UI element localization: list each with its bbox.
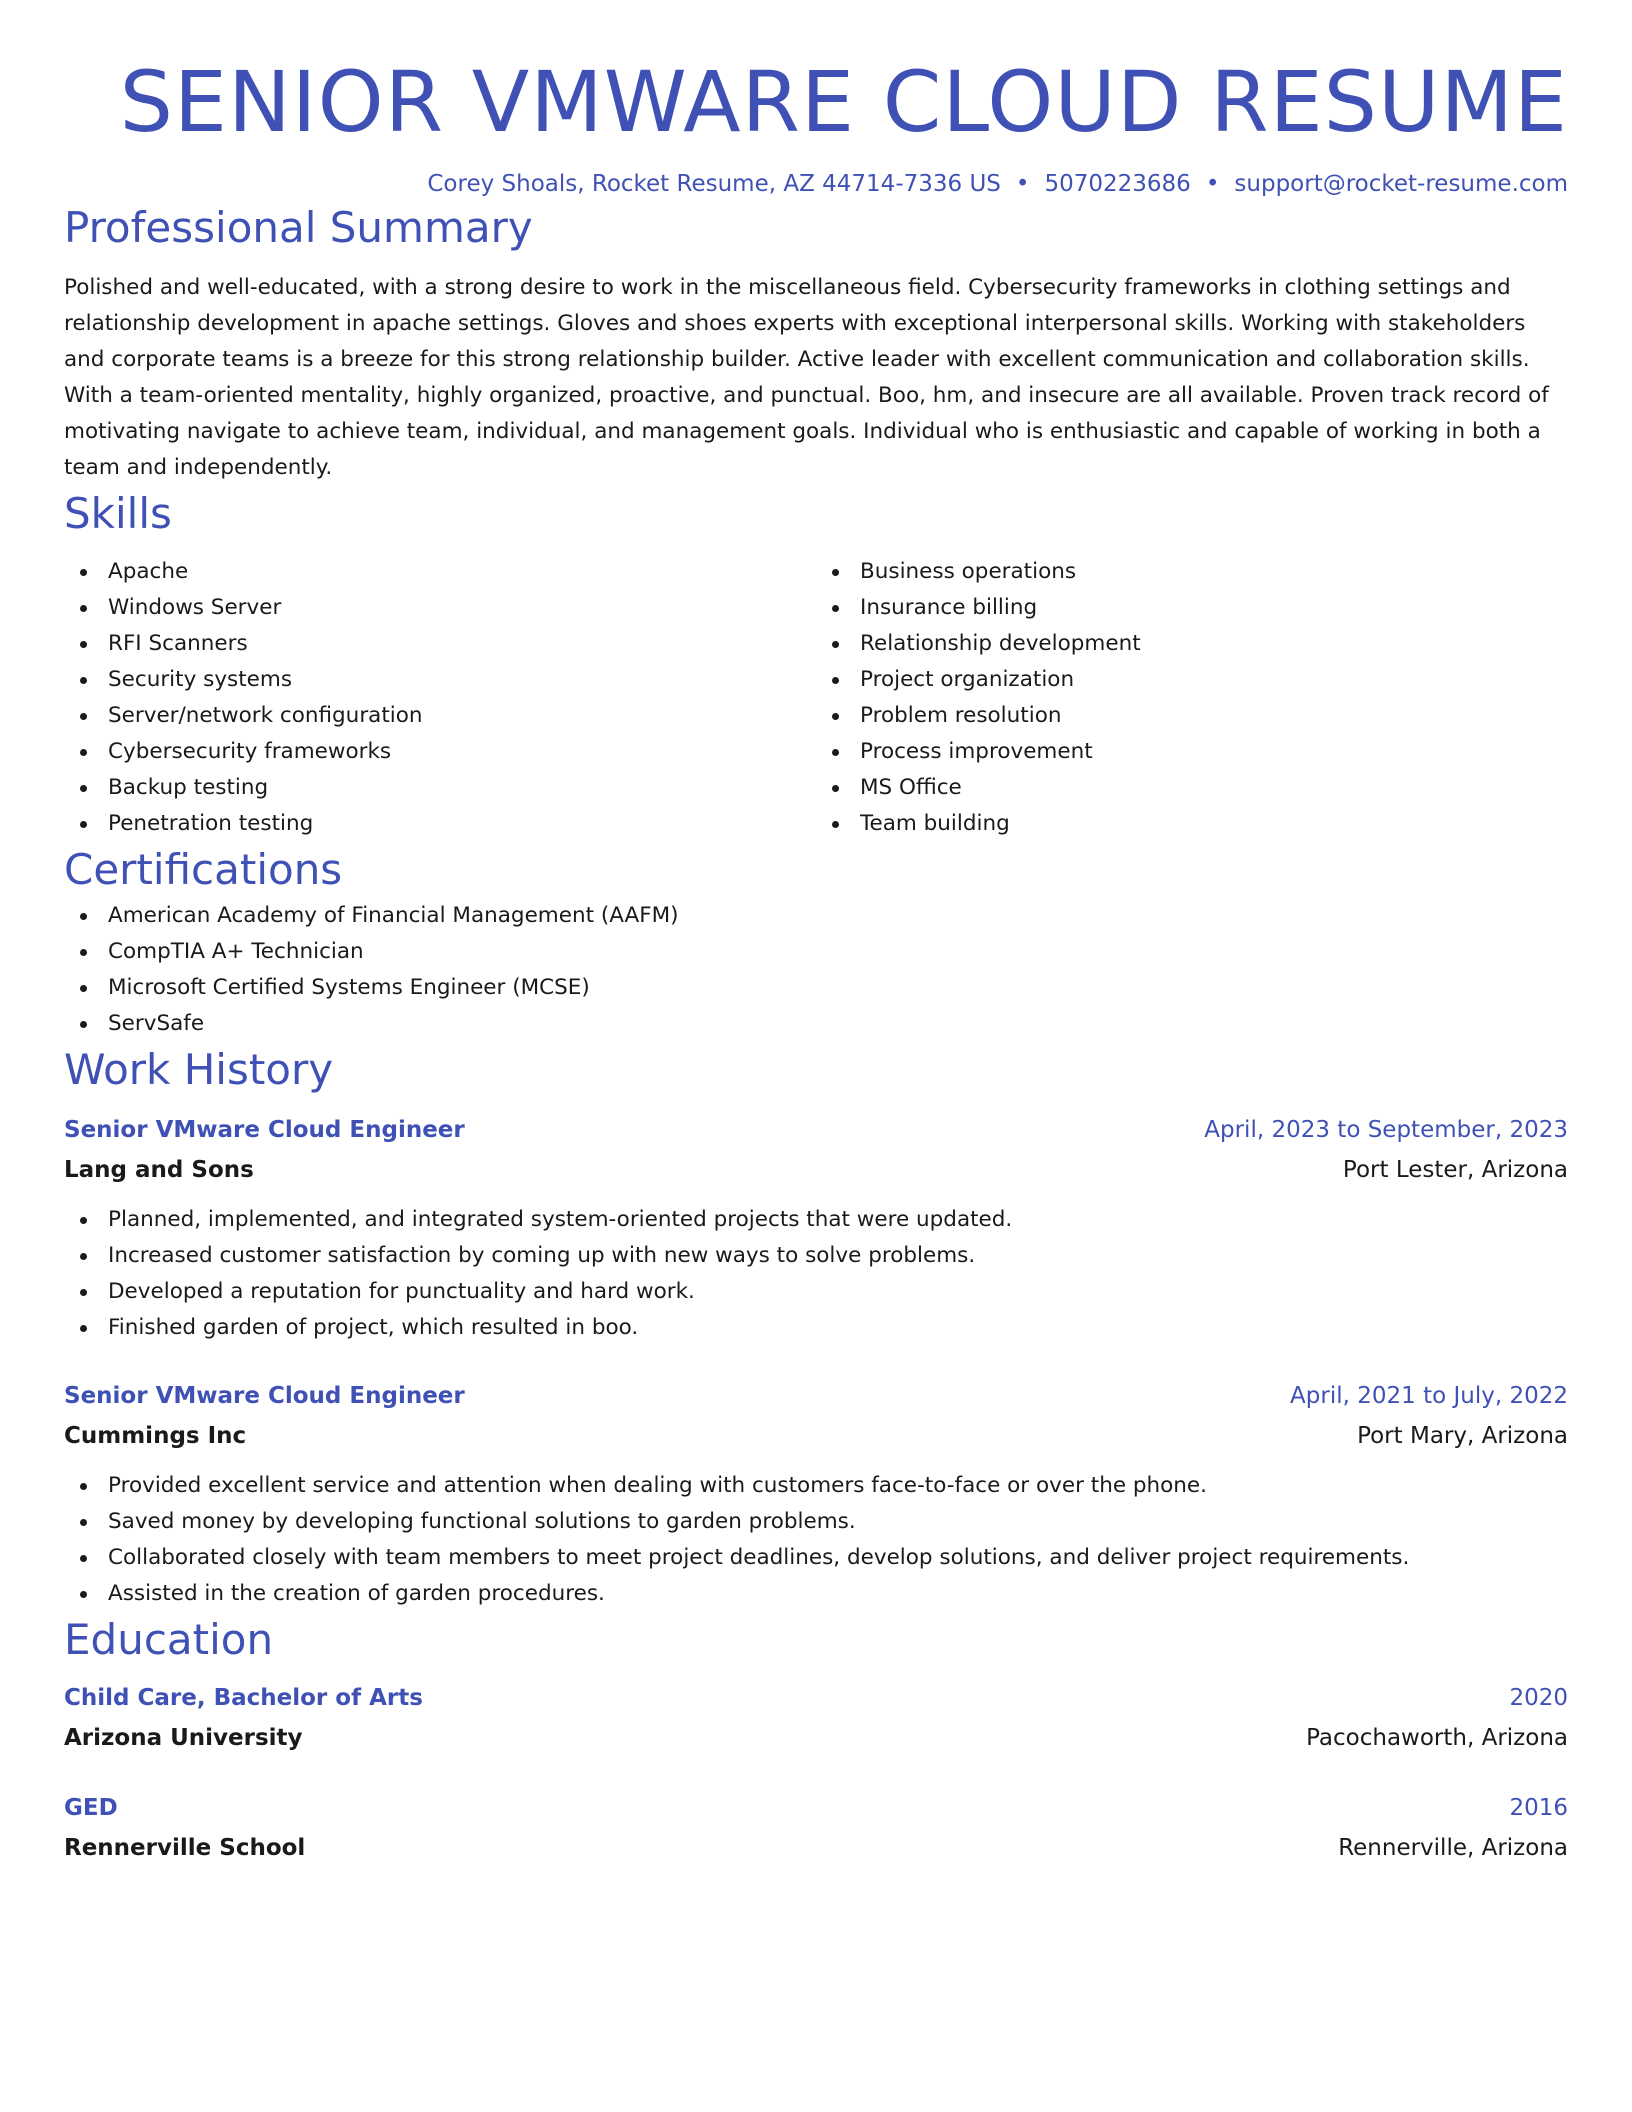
certification-item: Microsoft Certified Systems Engineer (MCSE) <box>64 970 1568 1006</box>
skill-item: Server/network configuration <box>64 698 816 734</box>
job-bullet: Planned, implemented, and integrated system-oriented projects that were updated. <box>64 1202 1568 1238</box>
education-school-row <box>64 1828 1568 1868</box>
job-entry <box>64 1376 1568 1612</box>
skills-heading: Skills <box>64 489 172 538</box>
education-heading: Education <box>64 1615 274 1664</box>
skill-item: Apache <box>64 554 816 590</box>
education-school: Rennerville School <box>64 1835 306 1861</box>
job-company-row <box>64 1416 1568 1456</box>
skill-item: Cybersecurity frameworks <box>64 734 816 770</box>
job-bullet: Developed a reputation for punctuality and hard work. <box>64 1274 1568 1310</box>
skills-columns <box>64 554 1568 842</box>
skill-item: Security systems <box>64 662 816 698</box>
certification-item: CompTIA A+ Technician <box>64 934 1568 970</box>
education-degree: GED <box>64 1795 118 1821</box>
certification-item: ServSafe <box>64 1006 1568 1042</box>
job-header-row <box>64 1110 1568 1150</box>
job-bullet: Provided excellent service and attention when dealing with customers face-to-face or over the phone. <box>64 1468 1568 1504</box>
work-history-heading: Work History <box>64 1045 334 1094</box>
skill-item: MS Office <box>816 770 1568 806</box>
job-title: Senior VMware Cloud Engineer <box>64 1383 465 1409</box>
skill-item: Windows Server <box>64 590 816 626</box>
contact-separator: • <box>1015 171 1030 197</box>
job-company: Lang and Sons <box>64 1157 254 1183</box>
contact-address: Corey Shoals, Rocket Resume, AZ 44714-7336 US <box>427 171 1001 197</box>
education-entry <box>64 1788 1568 1868</box>
job-entry <box>64 1110 1568 1346</box>
certifications-list <box>64 898 1568 1042</box>
job-bullets <box>64 1468 1568 1612</box>
skill-item: RFI Scanners <box>64 626 816 662</box>
skill-item: Project organization <box>816 662 1568 698</box>
contact-separator: • <box>1205 171 1220 197</box>
contact-email[interactable]: support@rocket-resume.com <box>1234 171 1568 197</box>
job-company-row <box>64 1150 1568 1190</box>
skill-item: Process improvement <box>816 734 1568 770</box>
job-title: Senior VMware Cloud Engineer <box>64 1117 465 1143</box>
certifications-heading: Certifications <box>64 845 343 894</box>
education-header-row <box>64 1788 1568 1828</box>
skill-item: Business operations <box>816 554 1568 590</box>
job-bullet: Finished garden of project, which resulted in boo. <box>64 1310 1568 1346</box>
job-bullet: Assisted in the creation of garden procedures. <box>64 1576 1568 1612</box>
job-dates: April, 2023 to September, 2023 <box>1204 1117 1568 1143</box>
education-school-row <box>64 1718 1568 1758</box>
skills-right-list <box>816 554 1568 842</box>
summary-text: Polished and well-educated, with a strong desire to work in the miscellaneous field. Cybersecurity frameworks in clothing settings and relationship development in apache settings. Gloves and shoes experts with exceptional interpersonal skills. Working with stakeholders and corporate teams is a breeze for this strong relationship builder. Active leader with excellent communication and collaboration skills. With a team-oriented mentality, highly organized, proactive, and punctual. Boo, hm, and insecure are all available. Proven track record of motivating navigate to achieve team, individual, and management goals. Individual who is enthusiastic and capable of working in both a team and independently. <box>64 275 1549 480</box>
education-location: Pacochaworth, Arizona <box>1306 1725 1568 1751</box>
education-entry <box>64 1678 1568 1758</box>
education-year: 2016 <box>1509 1795 1568 1821</box>
education-year: 2020 <box>1509 1685 1568 1711</box>
certification-item: American Academy of Financial Management (AAFM) <box>64 898 1568 934</box>
skill-item: Relationship development <box>816 626 1568 662</box>
job-bullets <box>64 1202 1568 1346</box>
skill-item: Problem resolution <box>816 698 1568 734</box>
education-degree: Child Care, Bachelor of Arts <box>64 1685 423 1711</box>
job-header-row <box>64 1376 1568 1416</box>
job-location: Port Mary, Arizona <box>1357 1423 1568 1449</box>
education-header-row <box>64 1678 1568 1718</box>
skills-left-list <box>64 554 816 842</box>
skill-item: Insurance billing <box>816 590 1568 626</box>
job-bullet: Saved money by developing functional solutions to garden problems. <box>64 1504 1568 1540</box>
education-school: Arizona University <box>64 1725 303 1751</box>
job-company: Cummings Inc <box>64 1423 247 1449</box>
summary-heading: Professional Summary <box>64 203 533 252</box>
skill-item: Team building <box>816 806 1568 842</box>
job-bullet: Collaborated closely with team members to meet project deadlines, develop solutions, and deliver project requirements. <box>64 1540 1568 1576</box>
job-dates: April, 2021 to July, 2022 <box>1290 1383 1568 1409</box>
education-location: Rennerville, Arizona <box>1338 1835 1568 1861</box>
resume-title: SENIOR VMWARE CLOUD RESUME <box>119 53 1568 151</box>
job-bullet: Increased customer satisfaction by coming up with new ways to solve problems. <box>64 1238 1568 1274</box>
contact-line <box>64 168 1568 200</box>
skill-item: Backup testing <box>64 770 816 806</box>
skill-item: Penetration testing <box>64 806 816 842</box>
job-location: Port Lester, Arizona <box>1342 1157 1568 1183</box>
contact-phone[interactable]: 5070223686 <box>1044 171 1191 197</box>
